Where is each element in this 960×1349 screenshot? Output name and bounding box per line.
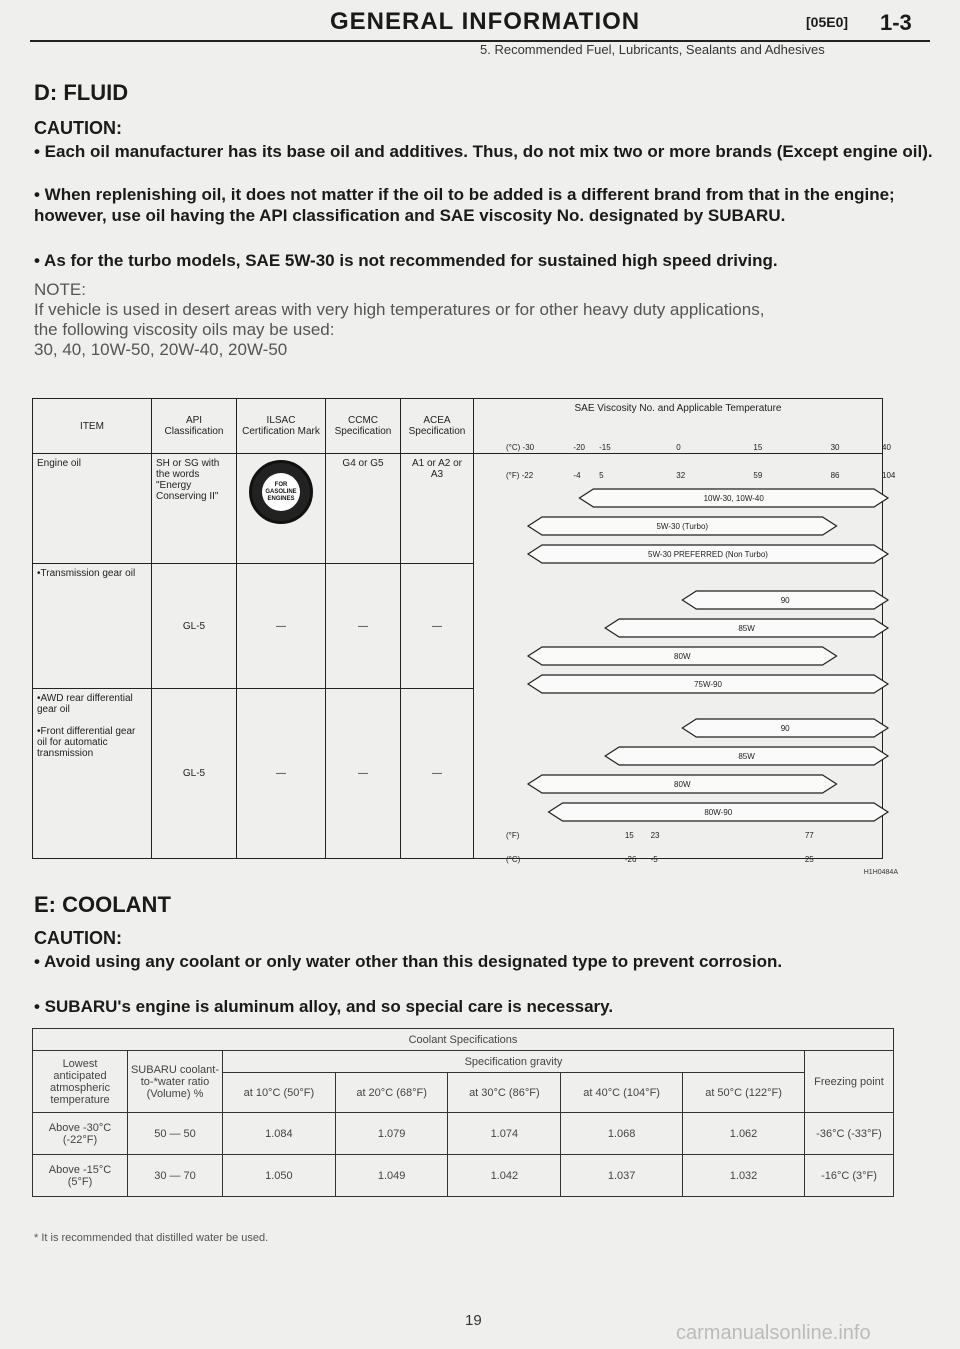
temp-f-tick: 86: [830, 471, 840, 480]
coolant-heading: E: COOLANT: [34, 892, 171, 917]
col-ccmc-header: CCMC Specification: [326, 399, 401, 454]
coolant-footnote: * It is recommended that distilled water be used.: [34, 1232, 269, 1244]
coolant-table-title: Coolant Specifications: [33, 1029, 894, 1051]
sae-chart-svg: [498, 418, 903, 878]
fluid-caution-3: • As for the turbo models, SAE 5W-30 is not recommended for sustained high speed driving.: [34, 251, 778, 270]
coolant-row1-g10: 1.084: [223, 1113, 336, 1155]
fluid-caution-1: • Each oil manufacturer has its base oil and additives. Thus, do not mix two or more brands (Except engine oil).: [34, 142, 933, 161]
coolant-row2-g30: 1.042: [448, 1155, 561, 1197]
coolant-row2-freeze: -16°C (3°F): [805, 1155, 894, 1197]
section-code: [05E0]: [806, 14, 849, 30]
row-engine-acea: A1 or A2 or A3: [401, 454, 474, 564]
ilsac-seal-text: FOR GASOLINE ENGINES: [262, 473, 300, 511]
temp-f-tick: 104: [882, 471, 896, 480]
page-header-subtitle: 5. Recommended Fuel, Lubricants, Sealants and Adhesives: [480, 42, 825, 57]
temp-f-bottom-tick: (°F): [506, 831, 520, 840]
row-diff-ccmc: —: [326, 689, 401, 859]
coolant-row1-g40: 1.068: [561, 1113, 683, 1155]
row-trans-item: •Transmission gear oil: [33, 564, 152, 689]
sae-header-text: SAE Viscosity No. and Applicable Temperature: [574, 403, 782, 414]
coolant-caution-1: • Avoid using any coolant or only water other than this designated type to prevent corrosion.: [34, 952, 783, 971]
temp-c-tick: -15: [599, 443, 611, 452]
row-trans-acea: —: [401, 564, 474, 689]
note-label: NOTE:: [34, 280, 86, 299]
watermark: carmanualsonline.info: [676, 1322, 871, 1344]
temp-f-bottom-tick: 23: [650, 831, 660, 840]
coolant-row2-g40: 1.037: [561, 1155, 683, 1197]
fluid-caution-2: • When replenishing oil, it does not matter if the oil to be added is a different brand from that in the engine; however, use oil having the API classification and SAE viscosity No. designated by SUBARU.: [34, 185, 895, 225]
coolant-row1-freeze: -36°C (-33°F): [805, 1113, 894, 1155]
coolant-row1-g50: 1.062: [683, 1113, 805, 1155]
gravity-temp-40: at 40°C (104°F): [561, 1073, 683, 1113]
row-engine-ccmc: G4 or G5: [326, 454, 401, 564]
row-trans-ccmc: —: [326, 564, 401, 689]
gravity-temp-50: at 50°C (122°F): [683, 1073, 805, 1113]
viscosity-range-label: 85W: [738, 752, 755, 761]
temp-c-tick: 0: [676, 443, 681, 452]
viscosity-range-label: 5W-30 (Turbo): [656, 522, 709, 531]
temp-c-bottom-tick: 25: [804, 855, 814, 864]
note-line-2: the following viscosity oils may be used:: [34, 320, 335, 339]
row-engine-item: Engine oil: [33, 454, 152, 564]
temp-f-tick: -4: [573, 471, 581, 480]
viscosity-range-label: 75W-90: [694, 680, 722, 689]
temp-f-bottom-tick: 77: [804, 831, 814, 840]
coolant-col-temp-header: Lowest anticipated atmospheric temperature: [33, 1051, 128, 1113]
gravity-header: Specification gravity: [223, 1051, 805, 1073]
temp-f-tick: 59: [753, 471, 763, 480]
temp-f-tick: 5: [599, 471, 604, 480]
coolant-row2-g20: 1.049: [335, 1155, 448, 1197]
temp-c-tick: 40: [882, 443, 891, 452]
col-acea-header: ACEA Specification: [401, 399, 474, 454]
temp-c-bottom-tick: -26: [624, 855, 637, 864]
row-trans-api: GL-5: [152, 564, 237, 689]
sae-viscosity-chart: [498, 418, 903, 883]
ilsac-seal-icon: [249, 460, 313, 524]
note-line-1: If vehicle is used in desert areas with very high temperatures or for other heavy duty applications,: [34, 300, 765, 319]
viscosity-range-label: 80W-90: [704, 808, 733, 817]
viscosity-range-label: 90: [780, 724, 790, 733]
figure-id: H1H0484A: [863, 869, 898, 876]
gravity-temp-20: at 20°C (68°F): [335, 1073, 448, 1113]
coolant-col-ratio-header: SUBARU coolant-to-*water ratio (Volume) %: [128, 1051, 223, 1113]
temp-c-tick: 15: [753, 443, 763, 452]
page-number: 19: [465, 1312, 482, 1329]
temp-f-bottom-tick: 15: [624, 831, 634, 840]
temp-f-tick: (°F) -22: [506, 471, 534, 480]
fluid-caution-label: CAUTION:: [34, 118, 122, 138]
row-diff-item: •AWD rear differential gear oil •Front differential gear oil for automatic transmission: [33, 689, 152, 859]
note-line-3: 30, 40, 10W-50, 20W-40, 20W-50: [34, 340, 288, 359]
coolant-row2-g50: 1.032: [683, 1155, 805, 1197]
coolant-row2-temp: Above -15°C (5°F): [33, 1155, 128, 1197]
gravity-temp-10: at 10°C (50°F): [223, 1073, 336, 1113]
temp-c-tick: 30: [830, 443, 840, 452]
coolant-spec-table: [32, 1028, 894, 1197]
temp-f-tick: 32: [676, 471, 686, 480]
col-item-header: ITEM: [33, 399, 152, 454]
viscosity-range-label: 80W: [674, 652, 691, 661]
viscosity-range-label: 85W: [738, 624, 755, 633]
coolant-caution-label: CAUTION:: [34, 928, 122, 948]
temp-c-bottom-tick: (°C): [506, 855, 521, 864]
viscosity-range-label: 90: [780, 596, 790, 605]
row-engine-ilsac: [237, 454, 326, 564]
temp-c-tick: (°C) -30: [506, 443, 535, 452]
viscosity-range-label: 80W: [674, 780, 691, 789]
page-header-title: GENERAL INFORMATION: [330, 8, 641, 35]
viscosity-range-label: 10W-30, 10W-40: [703, 494, 764, 503]
col-ilsac-header: ILSAC Certification Mark: [237, 399, 326, 454]
coolant-row2-ratio: 30 — 70: [128, 1155, 223, 1197]
fluid-heading: D: FLUID: [34, 80, 129, 105]
row-diff-api: GL-5: [152, 689, 237, 859]
row-diff-ilsac: —: [237, 689, 326, 859]
coolant-row2-g10: 1.050: [223, 1155, 336, 1197]
temp-c-tick: -20: [573, 443, 585, 452]
viscosity-range-label: 5W-30 PREFERRED (Non Turbo): [648, 550, 768, 559]
coolant-row1-ratio: 50 — 50: [128, 1113, 223, 1155]
coolant-row1-temp: Above -30°C (-22°F): [33, 1113, 128, 1155]
coolant-row1-g30: 1.074: [448, 1113, 561, 1155]
col-api-header: API Classification: [152, 399, 237, 454]
row-diff-acea: —: [401, 689, 474, 859]
temp-c-bottom-tick: -5: [650, 855, 658, 864]
row-trans-ilsac: —: [237, 564, 326, 689]
coolant-caution-2: • SUBARU's engine is aluminum alloy, and so special care is necessary.: [34, 997, 614, 1016]
freezing-point-header: Freezing point: [805, 1051, 894, 1113]
coolant-row1-g20: 1.079: [335, 1113, 448, 1155]
row-engine-api: SH or SG with the words "Energy Conserving II": [152, 454, 237, 564]
gravity-temp-30: at 30°C (86°F): [448, 1073, 561, 1113]
page-reference: 1-3: [880, 10, 912, 35]
